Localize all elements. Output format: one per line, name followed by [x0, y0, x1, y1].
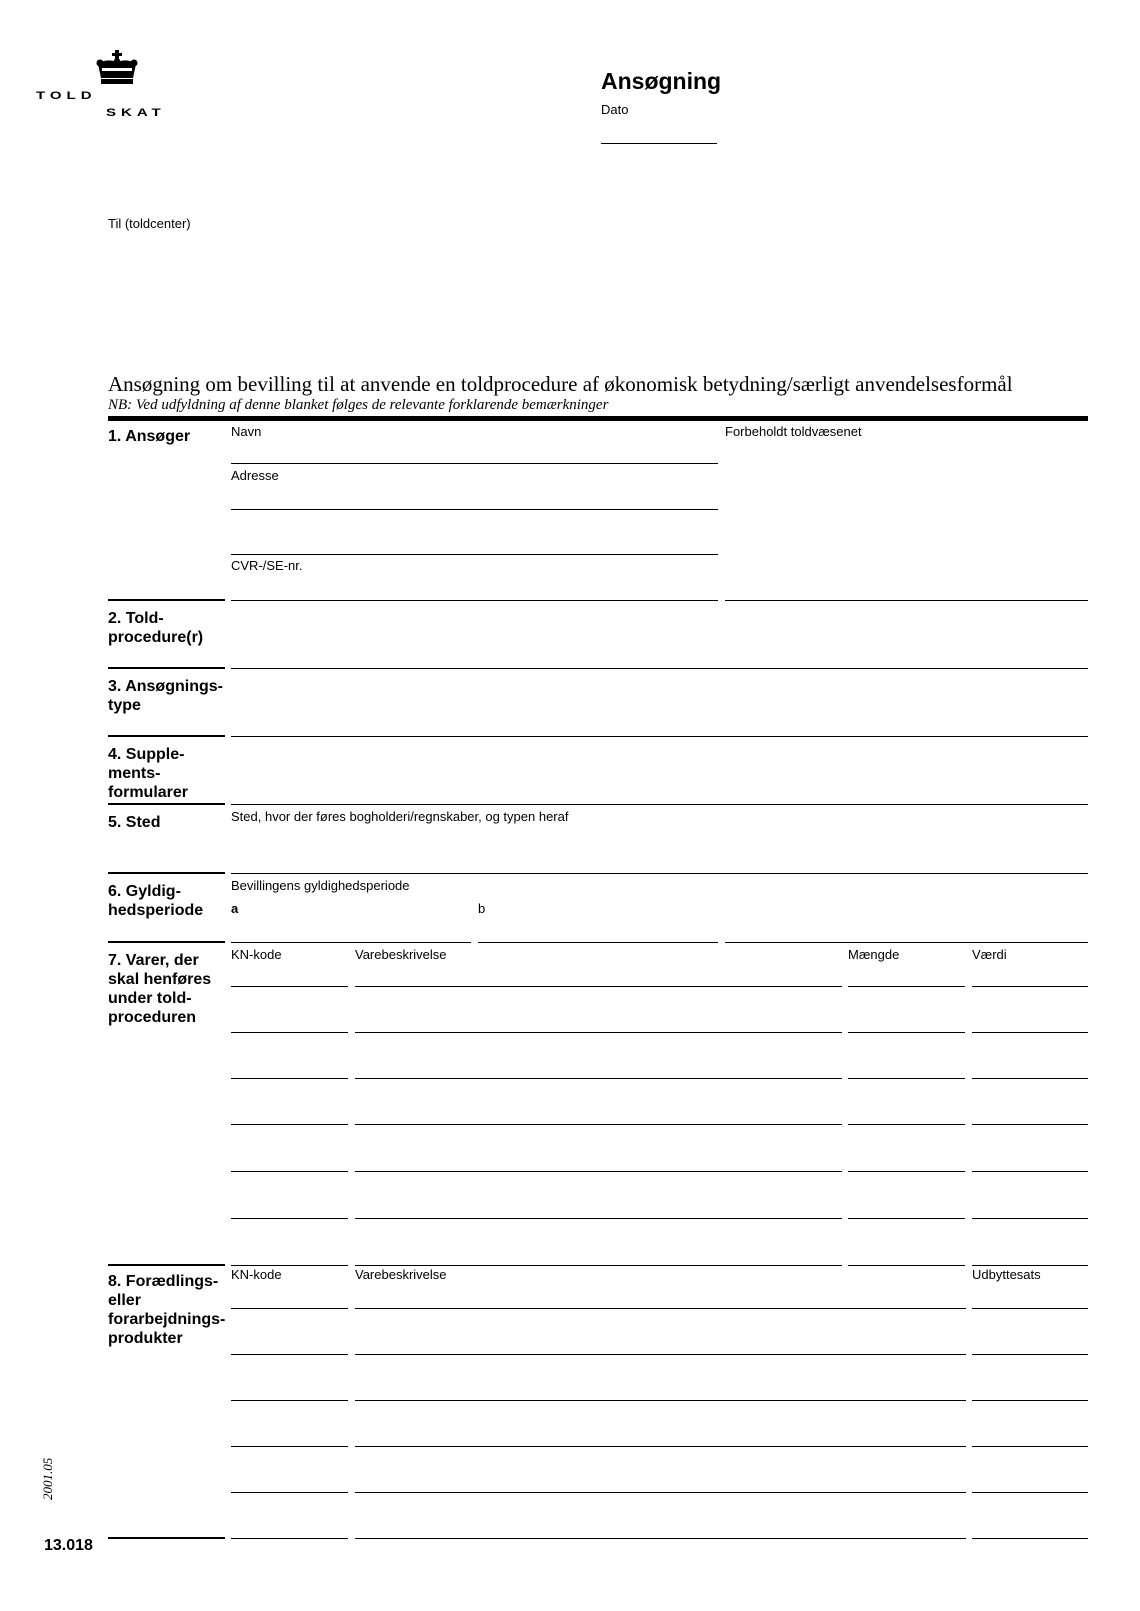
s7-row-3-kn-input[interactable] [231, 1054, 347, 1076]
s7-row-4-qty-underline [848, 1124, 965, 1125]
s7-row-7-qty-underline [848, 1265, 965, 1266]
s7-row-6-kn-underline [231, 1218, 348, 1219]
s8-row-4-kn-input[interactable] [231, 1422, 347, 1444]
section-4-title-l2: ments- [108, 765, 161, 782]
s8-row-6-yield-input[interactable] [972, 1514, 1087, 1536]
section-3-title-l2: type [108, 697, 141, 714]
s8-row-3-kn-underline [231, 1400, 348, 1401]
s7-row-5-kn-underline [231, 1171, 348, 1172]
section-5-bar [108, 872, 225, 874]
s7-row-6-value-underline [972, 1218, 1088, 1219]
s7-row-5-desc-underline [355, 1171, 842, 1172]
adresse-underline-1 [231, 509, 718, 510]
s7-col-varebeskrivelse: Varebeskrivelse [355, 947, 447, 962]
s7-row-6-qty-input[interactable] [848, 1194, 964, 1216]
s8-row-6-desc-underline [355, 1538, 966, 1539]
s7-row-3-value-input[interactable] [972, 1054, 1087, 1076]
s8-row-5-desc-underline [355, 1492, 966, 1493]
toldprocedure-input[interactable] [231, 643, 1087, 665]
cvr-underline [231, 600, 718, 601]
s8-row-4-yield-input[interactable] [972, 1422, 1087, 1444]
section-4-underline [231, 804, 1088, 805]
sted-input[interactable] [231, 848, 1087, 870]
s7-row-4-kn-underline [231, 1124, 348, 1125]
section-6-bar [108, 941, 225, 943]
section-3-underline [231, 736, 1088, 737]
s8-row-2-yield-input[interactable] [972, 1330, 1087, 1352]
logo-line-told: TOLD [36, 89, 97, 102]
s7-row-7-qty-input[interactable] [848, 1241, 964, 1263]
section-8-bar [108, 1537, 225, 1539]
s8-row-1-kn-underline [231, 1308, 348, 1309]
s7-col-maengde: Mængde [848, 947, 900, 962]
s7-row-5-value-input[interactable] [972, 1147, 1087, 1169]
date-label: Dato [601, 102, 629, 117]
s7-row-1-kn-input[interactable] [231, 962, 347, 984]
s7-row-7-kn-underline [231, 1265, 348, 1266]
adresse-input-1[interactable] [231, 486, 717, 508]
section-8-title-l2: eller [108, 1292, 141, 1309]
period-b-input[interactable] [478, 918, 717, 940]
s7-row-1-qty-input[interactable] [848, 962, 964, 984]
s7-row-3-desc-underline [355, 1078, 842, 1079]
s8-row-1-desc-underline [355, 1308, 966, 1309]
s7-row-3-value-underline [972, 1078, 1088, 1079]
reserved-underline [725, 600, 1088, 601]
title-rule [108, 416, 1088, 421]
s8-col-kn-kode: KN-kode [231, 1267, 282, 1282]
s7-row-5-qty-input[interactable] [848, 1147, 964, 1169]
s8-row-3-kn-input[interactable] [231, 1376, 347, 1398]
period-reserved-underline [725, 942, 1088, 943]
s8-row-3-yield-input[interactable] [972, 1376, 1087, 1398]
s7-col-kn-kode: KN-kode [231, 947, 282, 962]
section-5-underline [231, 873, 1088, 874]
s7-row-2-desc-underline [355, 1032, 842, 1033]
s8-row-5-kn-input[interactable] [231, 1468, 347, 1490]
form-note: NB: Ved udfyldning af denne blanket følges de relevante forklarende bemærkninger [108, 397, 609, 413]
sted-label: Sted, hvor der føres bogholderi/regnskaber, og typen heraf [231, 809, 569, 824]
section-2-underline [231, 668, 1088, 669]
s7-row-5-kn-input[interactable] [231, 1147, 347, 1169]
s7-row-7-kn-input[interactable] [231, 1241, 347, 1263]
s7-row-4-qty-input[interactable] [848, 1100, 964, 1122]
s7-row-2-kn-underline [231, 1032, 348, 1033]
adresse-label: Adresse [231, 468, 279, 483]
period-b-underline [478, 942, 718, 943]
cvr-label: CVR-/SE-nr. [231, 558, 303, 573]
s7-row-1-kn-underline [231, 986, 348, 987]
s8-row-4-desc-underline [355, 1446, 966, 1447]
s7-row-2-desc-input[interactable] [355, 1008, 841, 1030]
section-5-title: 5. Sted [108, 814, 161, 831]
s7-row-1-desc-underline [355, 986, 842, 987]
section-4-title-l3: formularer [108, 784, 189, 801]
s7-row-4-kn-input[interactable] [231, 1100, 347, 1122]
s7-col-vaerdi: Værdi [972, 947, 1007, 962]
forbeholdt-label: Forbeholdt toldvæsenet [725, 424, 862, 439]
section-3-title-l1: 3. Ansøgnings- [108, 678, 223, 695]
s7-row-6-desc-underline [355, 1218, 842, 1219]
adresse-underline-2 [231, 554, 718, 555]
s7-row-2-qty-underline [848, 1032, 965, 1033]
section-8-title-l3: forarbejdnings- [108, 1311, 226, 1328]
crown-icon [94, 50, 140, 86]
s7-row-2-kn-input[interactable] [231, 1008, 347, 1030]
section-6-title-l2: hedsperiode [108, 902, 204, 919]
s8-col-varebeskrivelse: Varebeskrivelse [355, 1267, 447, 1282]
section-2-title-l1: 2. Told- [108, 610, 164, 627]
s7-row-6-kn-input[interactable] [231, 1194, 347, 1216]
period-b-label: b [478, 901, 486, 916]
section-7-bar [108, 1264, 225, 1266]
s8-row-2-kn-underline [231, 1354, 348, 1355]
date-underline [601, 143, 717, 144]
section-6-title-l1: 6. Gyldig- [108, 883, 181, 900]
s7-row-1-value-underline [972, 986, 1088, 987]
s7-row-7-desc-input[interactable] [355, 1241, 841, 1263]
s7-row-6-qty-underline [848, 1218, 965, 1219]
section-4-bar [108, 803, 225, 805]
gyldighedsperiode-label: Bevillingens gyldighedsperiode [231, 878, 410, 893]
form-title: Ansøgning om bevilling til at anvende en toldprocedure af økonomisk betydning/særligt anvendelsesformål [108, 372, 1013, 396]
s8-row-5-yield-input[interactable] [972, 1468, 1087, 1490]
navn-input[interactable] [231, 440, 717, 462]
toldskat-logo [36, 50, 206, 125]
recipient-label: Til (toldcenter) [108, 216, 191, 231]
s8-row-2-desc-input[interactable] [355, 1330, 965, 1352]
section-7-title-l3: under told- [108, 990, 192, 1007]
form-version: 2001.05 [40, 1457, 55, 1500]
section-7-title-l1: 7. Varer, der [108, 952, 199, 969]
recipient-input[interactable] [108, 236, 548, 326]
section-3-bar [108, 735, 225, 737]
s7-row-7-value-underline [972, 1265, 1088, 1266]
page-title: Ansøgning [601, 68, 722, 94]
s7-row-5-desc-input[interactable] [355, 1147, 841, 1169]
s7-row-3-qty-input[interactable] [848, 1054, 964, 1076]
s8-row-5-desc-input[interactable] [355, 1468, 965, 1490]
s7-row-7-desc-underline [355, 1265, 842, 1266]
s7-row-2-qty-input[interactable] [848, 1008, 964, 1030]
adresse-input-2[interactable] [231, 531, 717, 553]
s7-row-5-qty-underline [848, 1171, 965, 1172]
s7-row-3-kn-underline [231, 1078, 348, 1079]
s8-row-1-yield-underline [972, 1308, 1088, 1309]
s8-row-4-kn-underline [231, 1446, 348, 1447]
s8-row-2-kn-input[interactable] [231, 1330, 347, 1352]
section-2-title-l2: procedure(r) [108, 629, 204, 646]
period-a-input[interactable] [231, 918, 470, 940]
s7-row-5-value-underline [972, 1171, 1088, 1172]
s7-row-7-value-input[interactable] [972, 1241, 1087, 1263]
s8-row-1-desc-input[interactable] [355, 1284, 965, 1306]
s7-row-1-desc-input[interactable] [355, 962, 841, 984]
section-7-title-l2: skal henføres [108, 971, 212, 988]
s8-row-1-kn-input[interactable] [231, 1284, 347, 1306]
section-4-title-l1: 4. Supple- [108, 746, 185, 763]
s7-row-6-desc-input[interactable] [355, 1194, 841, 1216]
s8-col-udbyttesats: Udbyttesats [972, 1267, 1041, 1282]
supplementsformularer-input[interactable] [231, 779, 1087, 801]
s8-row-6-desc-input[interactable] [355, 1514, 965, 1536]
s7-row-3-qty-underline [848, 1078, 965, 1079]
s8-row-5-kn-underline [231, 1492, 348, 1493]
s8-row-2-desc-underline [355, 1354, 966, 1355]
s7-row-1-qty-underline [848, 986, 965, 987]
section-8-title-l1: 8. Forædlings- [108, 1273, 219, 1290]
s8-row-5-yield-underline [972, 1492, 1088, 1493]
s7-row-4-value-input[interactable] [972, 1100, 1087, 1122]
s7-row-2-value-input[interactable] [972, 1008, 1087, 1030]
s7-row-2-value-underline [972, 1032, 1088, 1033]
section-8-title-l4: produkter [108, 1330, 183, 1347]
section-2-bar [108, 667, 225, 669]
s7-row-6-value-input[interactable] [972, 1194, 1087, 1216]
s8-row-3-desc-input[interactable] [355, 1376, 965, 1398]
ansoegningstype-input[interactable] [231, 711, 1087, 733]
cvr-input[interactable] [231, 577, 717, 599]
period-a-label: a [231, 901, 239, 916]
s7-row-4-value-underline [972, 1124, 1088, 1125]
section-1-bar [108, 599, 225, 601]
s8-row-3-yield-underline [972, 1400, 1088, 1401]
navn-label: Navn [231, 424, 262, 439]
s7-row-4-desc-input[interactable] [355, 1100, 841, 1122]
s8-row-6-kn-input[interactable] [231, 1514, 347, 1536]
section-7-title-l4: proceduren [108, 1009, 197, 1026]
s8-row-4-yield-underline [972, 1446, 1088, 1447]
s8-row-6-kn-underline [231, 1538, 348, 1539]
s8-row-1-yield-input[interactable] [972, 1284, 1087, 1306]
form-number: 13.018 [44, 1537, 93, 1554]
period-a-underline [231, 942, 471, 943]
date-input[interactable] [601, 120, 717, 142]
s7-row-4-desc-underline [355, 1124, 842, 1125]
s7-row-1-value-input[interactable] [972, 962, 1087, 984]
logo-line-skat: SKAT [106, 106, 166, 119]
s8-row-2-yield-underline [972, 1354, 1088, 1355]
s7-row-3-desc-input[interactable] [355, 1054, 841, 1076]
s8-row-4-desc-input[interactable] [355, 1422, 965, 1444]
s8-row-6-yield-underline [972, 1538, 1088, 1539]
navn-underline [231, 463, 718, 464]
section-1-title: 1. Ansøger [108, 428, 191, 445]
s8-row-3-desc-underline [355, 1400, 966, 1401]
